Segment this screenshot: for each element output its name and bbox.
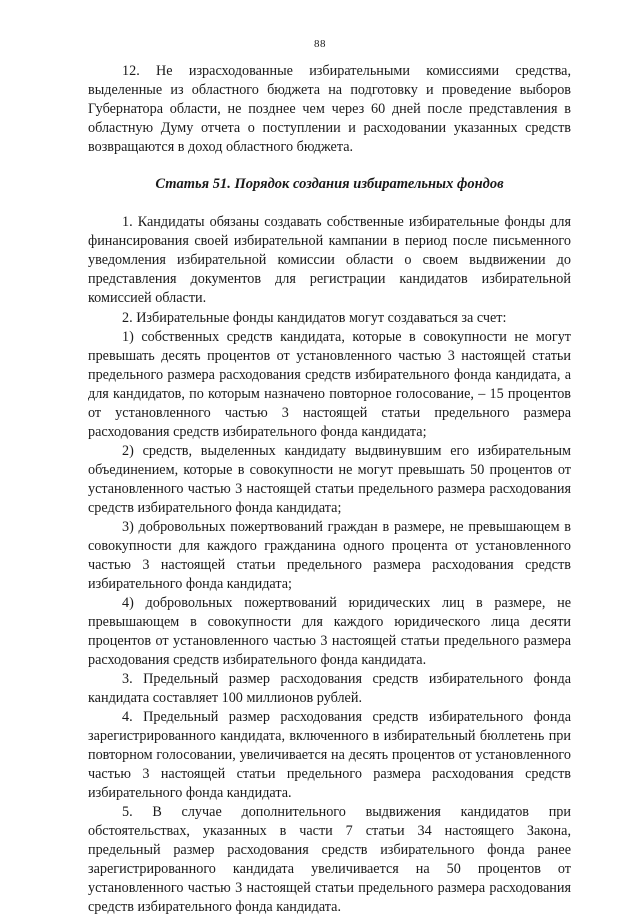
list-item-4: 4) добровольных пожертвований юридических лиц в размере, не превышающем в совокупности для каждого юридического лица десяти процентов от установленного частью 3 настоящей статьи предельного размера расходования средств избирательного фонда кандидата. [88, 595, 571, 668]
article-paragraph-1: 1. Кандидаты обязаны создавать собственные избирательные фонды для финансирования своей избирательной кампании в период после письменного уведомления избирательной комиссии области о своем выдвижении до представления документов для регистрации кандидатов избирательной комиссией области. [88, 214, 571, 306]
page-number: 88 [314, 38, 326, 50]
article-paragraph-5: 5. В случае дополнительного выдвижения кандидатов при обстоятельствах, указанных в части 7 статьи 34 настоящего Закона, предельный размер расходования средств избирательного фонда ранее зарегистрированного кандидата увеличивается на 50 процентов от установленного частью 3 настоящей статьи предельного размера расходования средств избирательного фонда кандидата. [88, 804, 571, 915]
list-item-2: 2) средств, выделенных кандидату выдвинувшим его избирательным объединением, которые в совокупности не могут превышать 50 процентов от установленного частью 3 настоящей статьи предельного размера расходования средств избирательного фонда кандидата; [88, 443, 571, 516]
article-title: Статья 51. Порядок создания избирательных фондов [155, 176, 504, 192]
list-item-3: 3) добровольных пожертвований граждан в размере, не превышающем в совокупности для каждого гражданина одного процента от установленного частью 3 настоящей статьи предельного размера расходования средств избирательного фонда кандидата; [88, 519, 571, 592]
paragraph-12: 12. Не израсходованные избирательными комиссиями средства, выделенные из областного бюджета на подготовку и проведение выборов Губернатора области, не позднее чем через 60 дней после представления в областную Думу отчета о поступлении и расходовании указанных средств возвращаются в доход областного бюджета. [88, 63, 571, 155]
list-item-1: 1) собственных средств кандидата, которые в совокупности не могут превышать десять процентов от установленного частью 3 настоящей статьи предельного размера расходования средств избирательного фонда кандидата, а для кандидатов, по которым назначено повторное голосование, – 15 процентов от установленного частью 3 настоящей статьи предельного размера расходования средств избирательного фонда кандидата; [88, 329, 571, 440]
article-paragraph-2: 2. Избирательные фонды кандидатов могут создаваться за счет: [122, 310, 507, 326]
document-body [88, 62, 571, 917]
article-paragraph-3: 3. Предельный размер расходования средств избирательного фонда кандидата составляет 100 миллионов рублей. [88, 671, 571, 706]
article-paragraph-4: 4. Предельный размер расходования средств избирательного фонда зарегистрированного кандидата, включенного в избирательный бюллетень при повторном голосовании, увеличивается на десять процентов от установленного частью 3 настоящей статьи предельного размера расходования средств избирательного фонда кандидата. [88, 709, 571, 801]
